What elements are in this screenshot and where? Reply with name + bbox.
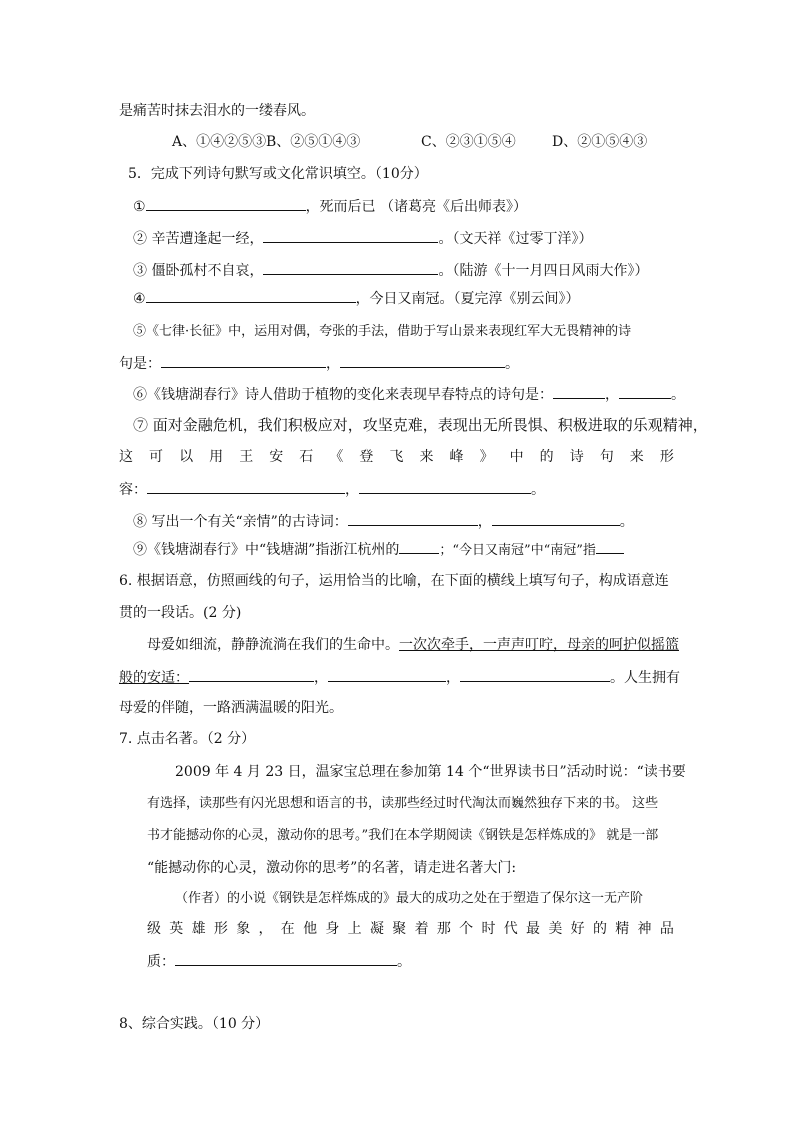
spaced-char: 雄 <box>191 921 206 937</box>
q6-paragraph-2 <box>119 667 680 688</box>
item-text: ，死而后已 （诸葛亮《后出师表》） <box>305 199 528 215</box>
q7-question: （作者）的小说《钢铁是怎样炼成的》最大的成功之处在于塑造了保尔这一无产阶 <box>175 891 644 906</box>
q5-item-5: ⑤《七律·长征》中，运用对偶，夸张的手法，借助于写山景来表现红军大无畏精神的诗 <box>133 324 632 339</box>
spaced-char: 形 <box>659 449 674 465</box>
item-text: 。 <box>531 482 545 498</box>
spaced-char: 登 <box>359 449 374 465</box>
item-text: ， <box>446 670 460 686</box>
item-text: 。 <box>397 954 411 970</box>
spaced-char: 在 <box>280 921 295 937</box>
spaced-char: ， <box>258 921 273 937</box>
question-6-title-2: 贯的一段话。(2 分) <box>119 605 242 621</box>
item-text: 句是： <box>119 356 161 372</box>
item-text: ① <box>133 199 146 215</box>
spaced-char: 着 <box>414 921 429 937</box>
answer-blank[interactable] <box>263 260 438 275</box>
item-text: 。 <box>671 387 685 403</box>
q7-question-line2 <box>147 919 674 939</box>
item-text: 质： <box>147 954 175 970</box>
spaced-char: 王 <box>239 449 254 465</box>
spaced-char: 最 <box>526 921 541 937</box>
item-text: ⑨《钱塘湖春行》中“钱塘湖”指浙江杭州的 <box>133 542 400 558</box>
answer-blank[interactable] <box>460 667 610 682</box>
spaced-char: 身 <box>325 921 340 937</box>
spaced-char: 象 <box>236 921 251 937</box>
spaced-char: 的 <box>539 449 554 465</box>
q5-item-2 <box>133 228 592 249</box>
answer-blank[interactable] <box>399 539 439 554</box>
spaced-char: 句 <box>599 449 614 465</box>
option-c: C、②③①⑤④ <box>421 134 516 150</box>
spaced-char: 》 <box>479 449 494 465</box>
spaced-char: 时 <box>481 921 496 937</box>
q5-item-9 <box>133 539 624 561</box>
spaced-char: 上 <box>347 921 362 937</box>
q7-paragraph: 2009 年 4 月 23 日，温家宝总理在参加第 14 个“世界读书日”活动时说：“读书要 <box>175 764 686 780</box>
item-text: 。（陆游《十一月四日风雨大作》） <box>438 263 649 279</box>
item-text: 。 <box>505 356 519 372</box>
spaced-char: 级 <box>147 921 161 937</box>
spaced-char: 以 <box>179 449 194 465</box>
item-text: ；“今日又南冠”中“南冠”指 <box>439 543 596 558</box>
q5-item-1 <box>133 196 527 217</box>
answer-blank[interactable] <box>553 384 605 399</box>
answer-blank[interactable] <box>619 384 671 399</box>
spaced-char: 品 <box>659 921 674 937</box>
q6-paragraph-1 <box>147 635 679 655</box>
spaced-char: 来 <box>629 449 644 465</box>
answer-blank[interactable] <box>596 539 624 554</box>
item-text: ⑧ 写出一个有关“亲情”的古诗词： <box>133 514 348 530</box>
question-7-title: 7. 点击名著。（2 分） <box>119 731 256 747</box>
q5-item-4 <box>133 288 580 309</box>
answer-blank[interactable] <box>492 511 620 526</box>
item-text: ， <box>326 356 340 372</box>
spaced-char: 精 <box>615 921 630 937</box>
item-text: 。（文天祥《过零丁洋》） <box>438 231 593 247</box>
spaced-char: 中 <box>509 449 524 465</box>
item-text: ， <box>314 670 328 686</box>
spaced-char: 凝 <box>369 921 384 937</box>
spaced-char: 可 <box>149 449 164 465</box>
q5-item-8 <box>133 511 634 532</box>
answer-blank[interactable] <box>328 667 446 682</box>
question-6-title: 6. 根据语意，仿照画线的句子，运用恰当的比喻，在下面的横线上填写句子，构成语意连 <box>119 573 669 589</box>
item-text: ② 辛苦遭逢起一经， <box>133 231 264 247</box>
spaced-char: 诗 <box>569 449 584 465</box>
spaced-char: 英 <box>169 921 184 937</box>
item-text: ④ <box>133 291 146 307</box>
item-text: 。 <box>619 514 634 530</box>
q5-item-6 <box>133 384 685 405</box>
spaced-char: 代 <box>503 921 518 937</box>
spaced-char: 好 <box>570 921 585 937</box>
answer-blank[interactable] <box>146 288 356 303</box>
spaced-char: 来 <box>419 449 434 465</box>
item-text: 母爱如细流，静静流淌在我们的生命中。 <box>147 637 399 653</box>
item-text: ③ 僵卧孤村不自哀， <box>133 263 264 279</box>
answer-blank[interactable] <box>147 479 345 494</box>
spaced-char: 《 <box>329 449 344 465</box>
spaced-char: 石 <box>299 449 314 465</box>
spaced-char: 聚 <box>392 921 407 937</box>
spaced-char: 这 <box>119 449 133 465</box>
q7-paragraph: 书才能撼动你的心灵，激动你的思考。”我们在本学期阅读《钢铁是怎样炼成的》 就是一部 <box>147 828 659 843</box>
item-text: 。人生拥有 <box>610 670 680 686</box>
item-text: ，今日又南冠。（夏完淳《别云间》） <box>355 291 580 307</box>
answer-blank[interactable] <box>359 479 531 494</box>
item-text: ， <box>345 482 359 498</box>
answer-blank[interactable] <box>146 196 306 211</box>
spaced-char: 飞 <box>389 449 404 465</box>
spaced-text <box>119 447 674 467</box>
answer-blank[interactable] <box>348 511 478 526</box>
answer-blank[interactable] <box>263 228 438 243</box>
q7-paragraph: 有选择，读那些有闪光思想和语言的书，读那些经过时代淘汰而巍然独存下来的书。 这些 <box>147 796 659 811</box>
answer-blank[interactable] <box>340 353 505 368</box>
item-text: ， <box>605 387 619 403</box>
spaced-char: 那 <box>436 921 451 937</box>
question-5-title: 5．完成下列诗句默写或文化常识填空。（10分） <box>128 166 428 182</box>
spaced-text <box>147 919 674 939</box>
q5-item-7-answer <box>119 479 545 500</box>
q6-paragraph-3: 母爱的伴随，一路洒满温暖的阳光。 <box>119 700 343 716</box>
spaced-char: 形 <box>213 921 228 937</box>
spaced-char: 他 <box>303 921 318 937</box>
option-a: A、①④②⑤③ <box>172 134 267 150</box>
spaced-char: 个 <box>459 921 474 937</box>
text-line: 是痛苦时抹去泪水的一缕春风。 <box>119 103 315 119</box>
spaced-char: 美 <box>548 921 563 937</box>
item-text: 容： <box>119 482 147 498</box>
option-d: D、②①⑤④③ <box>552 134 648 150</box>
q7-paragraph: “能撼动你的心灵，激动你的思考”的名著，请走进名著大门: <box>147 860 517 876</box>
q7-answer <box>147 951 411 972</box>
spaced-char: 峰 <box>449 449 464 465</box>
q5-item-7-line2 <box>119 447 674 467</box>
item-text: ⑥《钱塘湖春行》诗人借助于植物的变化来表现早春特点的诗句是： <box>133 387 553 403</box>
underlined-sentence: 般的安适： <box>119 670 189 686</box>
q5-item-7: ⑦ 面对金融危机，我们积极应对，攻坚克难，表现出无所畏惧、积极进取的乐观精神， <box>133 416 708 434</box>
spaced-char: 的 <box>592 921 607 937</box>
q5-item-5-answer <box>119 353 519 374</box>
spaced-char: 神 <box>637 921 652 937</box>
spaced-char: 用 <box>209 449 224 465</box>
underlined-sentence: 一次次牵手，一声声叮咛，母亲的呵护似摇篮 <box>399 637 679 653</box>
answer-blank[interactable] <box>189 667 314 682</box>
item-text: ， <box>477 514 492 530</box>
answer-blank[interactable] <box>175 951 397 966</box>
option-b: B、②⑤①④③ <box>266 134 361 150</box>
question-8-title: 8、综合实践。（10 分） <box>119 1016 270 1032</box>
answer-blank[interactable] <box>161 353 326 368</box>
spaced-char: 安 <box>269 449 284 465</box>
q5-item-3 <box>133 260 648 281</box>
